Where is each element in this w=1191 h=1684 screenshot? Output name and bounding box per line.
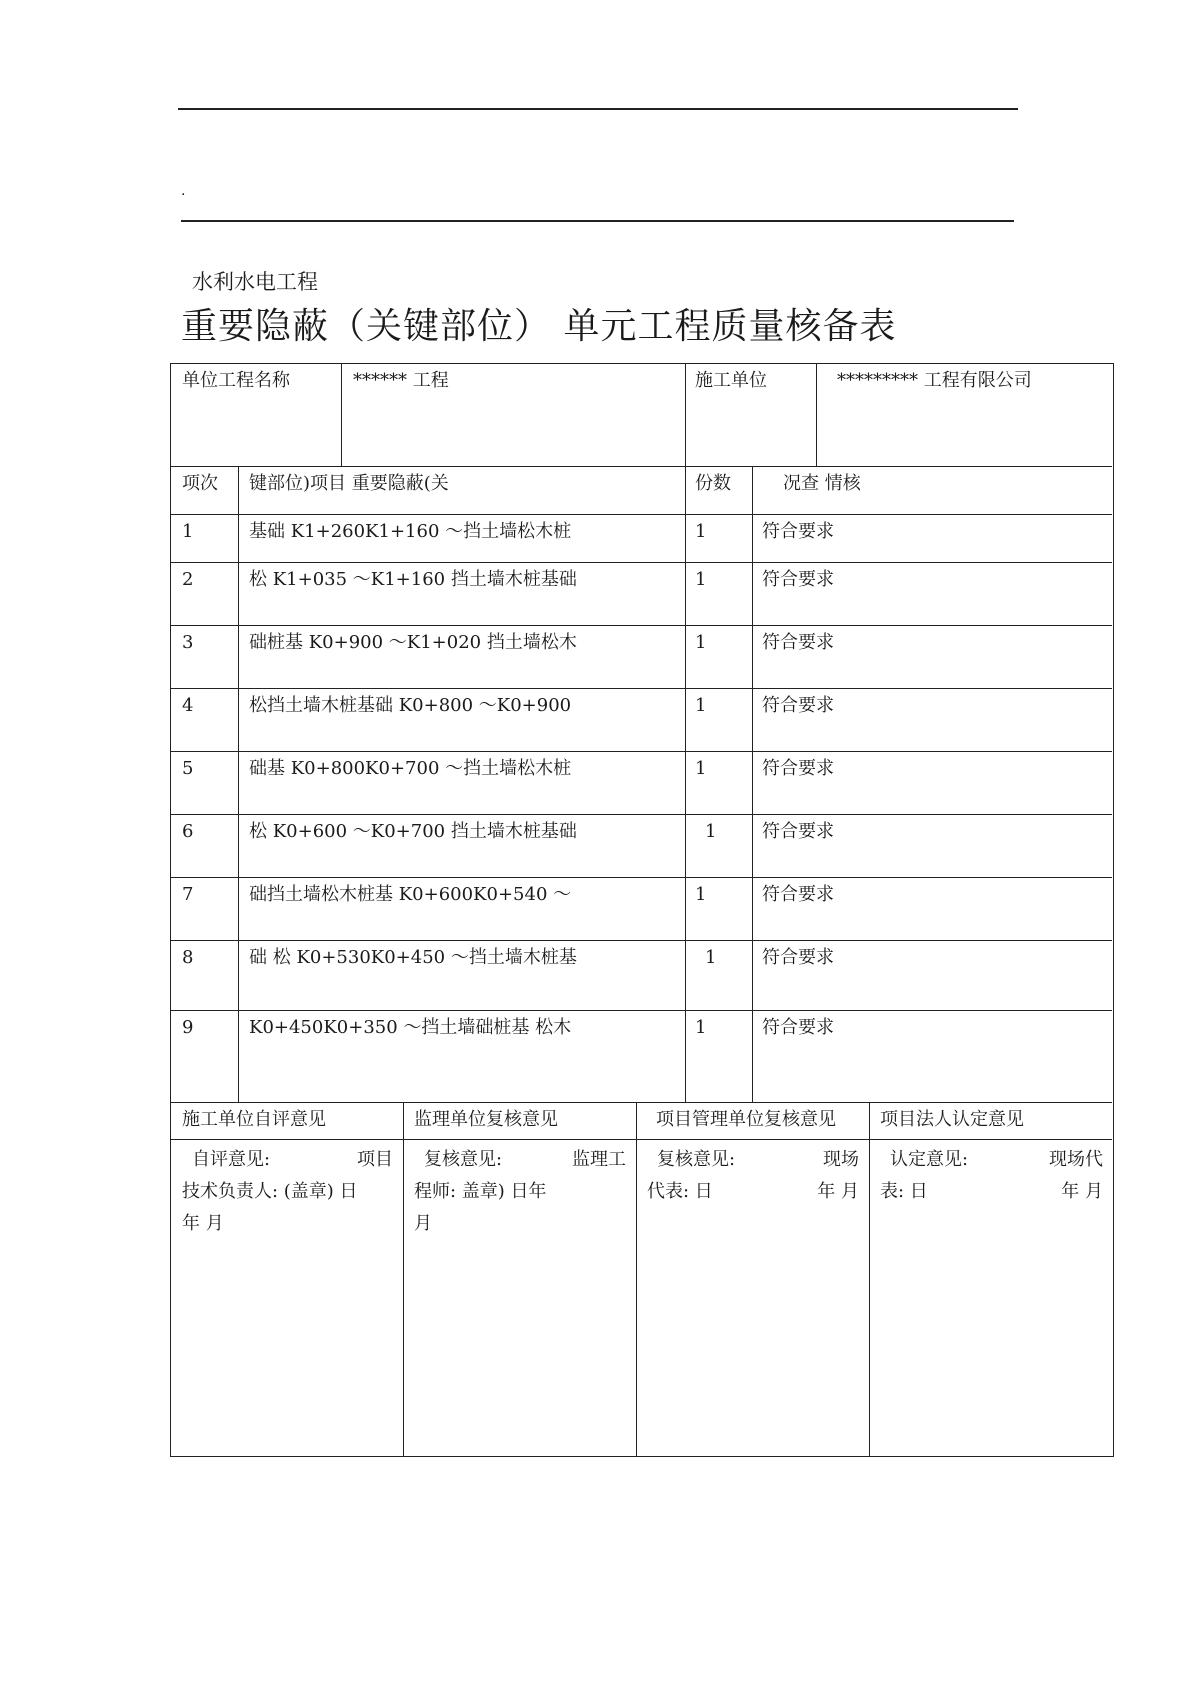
- row-status: 符合要求: [762, 521, 834, 542]
- row-item: 松 K0+600 ～K0+700 挡土墙木桩基础: [249, 821, 577, 842]
- row-copies: 1: [695, 1017, 707, 1038]
- row-item: 础桩基 K0+900 ～K1+020 挡土墙松木: [249, 632, 577, 653]
- opinion-header-legal-person: 项目法人认定意见: [880, 1109, 1024, 1130]
- opinion-line: [182, 1144, 393, 1176]
- second-rule: [181, 220, 1014, 222]
- opinion-line: [880, 1144, 1103, 1176]
- row-status: 符合要求: [762, 632, 834, 653]
- opinion-text: 月: [414, 1213, 432, 1234]
- row-copies: 1: [695, 632, 707, 653]
- row-copies: 1: [695, 695, 707, 716]
- row-item: 础 松 K0+530K0+450 ～挡土墙木桩基: [249, 947, 577, 968]
- row-copies: 1: [695, 521, 707, 542]
- row-status: 符合要求: [762, 1017, 834, 1038]
- opinion-text: 年 月: [182, 1213, 224, 1234]
- header-copies: 份数: [695, 473, 731, 494]
- opinion-text: 复核意见:: [657, 1149, 736, 1170]
- opinion-header-project-management: 项目管理单位复核意见: [656, 1109, 836, 1130]
- document-subtitle: 水利水电工程: [192, 270, 318, 294]
- row-item: 松挡土墙木桩基础 K0+800 ～K0+900: [249, 695, 572, 716]
- opinion-block: [647, 1144, 859, 1208]
- row-status: 符合要求: [762, 758, 834, 779]
- quality-record-table: [170, 363, 1114, 1457]
- opinion-text: 现场: [823, 1149, 859, 1170]
- opinion-text: 自评意见:: [192, 1149, 271, 1170]
- opinion-line: [880, 1176, 1103, 1208]
- opinion-block: [414, 1144, 626, 1240]
- row-copies: 1: [705, 821, 717, 842]
- opinion-header-supervisor: 监理单位复核意见: [414, 1109, 558, 1130]
- row-copies: 1: [695, 758, 707, 779]
- opinion-line: [414, 1144, 626, 1176]
- row-divider: [171, 877, 1112, 878]
- opinion-text: 认定意见:: [890, 1149, 969, 1170]
- opinion-line: [647, 1144, 859, 1176]
- opinion-line: [414, 1208, 626, 1240]
- row-divider: [171, 814, 1112, 815]
- unit-project-value: ****** 工程: [353, 370, 449, 391]
- row-index: 9: [182, 1017, 194, 1038]
- row-status: 符合要求: [762, 947, 834, 968]
- row-index: 1: [182, 521, 194, 542]
- opinion-line: [182, 1176, 393, 1208]
- row-item: 础基 K0+800K0+700 ～挡土墙松木桩: [249, 758, 572, 779]
- opinion-line: [647, 1176, 859, 1208]
- opinion-line: [414, 1176, 626, 1208]
- row-divider: [171, 751, 1112, 752]
- row-item: 础挡土墙松木桩基 K0+600K0+540 ～: [249, 884, 572, 905]
- opinion-line: [182, 1208, 393, 1240]
- opinion-text: 代表: 日: [647, 1181, 713, 1202]
- opinion-text: 技术负责人: (盖章) 日: [182, 1181, 358, 1202]
- row-status: 符合要求: [762, 695, 834, 716]
- row-divider: [171, 688, 1112, 689]
- row-item: K0+450K0+350 ～挡土墙础桩基 松木: [249, 1017, 572, 1038]
- opinion-block: [182, 1144, 393, 1240]
- row-copies: 1: [695, 884, 707, 905]
- row-status: 符合要求: [762, 569, 834, 590]
- row-divider: [171, 562, 1112, 563]
- opinion-block: [880, 1144, 1103, 1208]
- header-status: 况查 情核: [783, 473, 861, 494]
- row-index: 4: [182, 695, 194, 716]
- row-index: 6: [182, 821, 194, 842]
- contractor-value: ********* 工程有限公司: [837, 370, 1032, 391]
- opinion-text: 现场代: [1049, 1149, 1103, 1170]
- document-title: 重要隐蔽（关键部位） 单元工程质量核备表: [181, 306, 897, 347]
- row-index: 8: [182, 947, 194, 968]
- contractor-label: 施工单位: [695, 370, 767, 391]
- row-divider: [171, 625, 1112, 626]
- row-copies: 1: [705, 947, 717, 968]
- header-item: 键部位)项目 重要隐蔽(关: [249, 473, 449, 494]
- opinion-text: 复核意见:: [424, 1149, 503, 1170]
- row-index: 2: [182, 569, 194, 590]
- opinion-text: 监理工: [572, 1149, 626, 1170]
- row-index: 3: [182, 632, 194, 653]
- opinion-text: 年 月: [817, 1181, 859, 1202]
- row-status: 符合要求: [762, 884, 834, 905]
- top-rule: [178, 108, 1018, 110]
- header-index: 项次: [182, 473, 218, 494]
- row-copies: 1: [695, 569, 707, 590]
- opinion-text: 年 月: [1061, 1181, 1103, 1202]
- row-status: 符合要求: [762, 821, 834, 842]
- row-item: 松 K1+035 ～K1+160 挡土墙木桩基础: [249, 569, 577, 590]
- opinion-text: 程师: 盖章) 日年: [414, 1181, 547, 1202]
- opinion-text: 项目: [357, 1149, 393, 1170]
- opinion-text: 表: 日: [880, 1181, 928, 1202]
- row-divider: [171, 1010, 1112, 1011]
- opinion-header-contractor: 施工单位自评意见: [182, 1109, 326, 1130]
- header-dot: .: [181, 183, 186, 199]
- row-divider: [171, 940, 1112, 941]
- row-index: 7: [182, 884, 194, 905]
- unit-project-label: 单位工程名称: [182, 370, 290, 391]
- row-index: 5: [182, 758, 194, 779]
- row-item: 基础 K1+260K1+160 ～挡土墙松木桩: [249, 521, 572, 542]
